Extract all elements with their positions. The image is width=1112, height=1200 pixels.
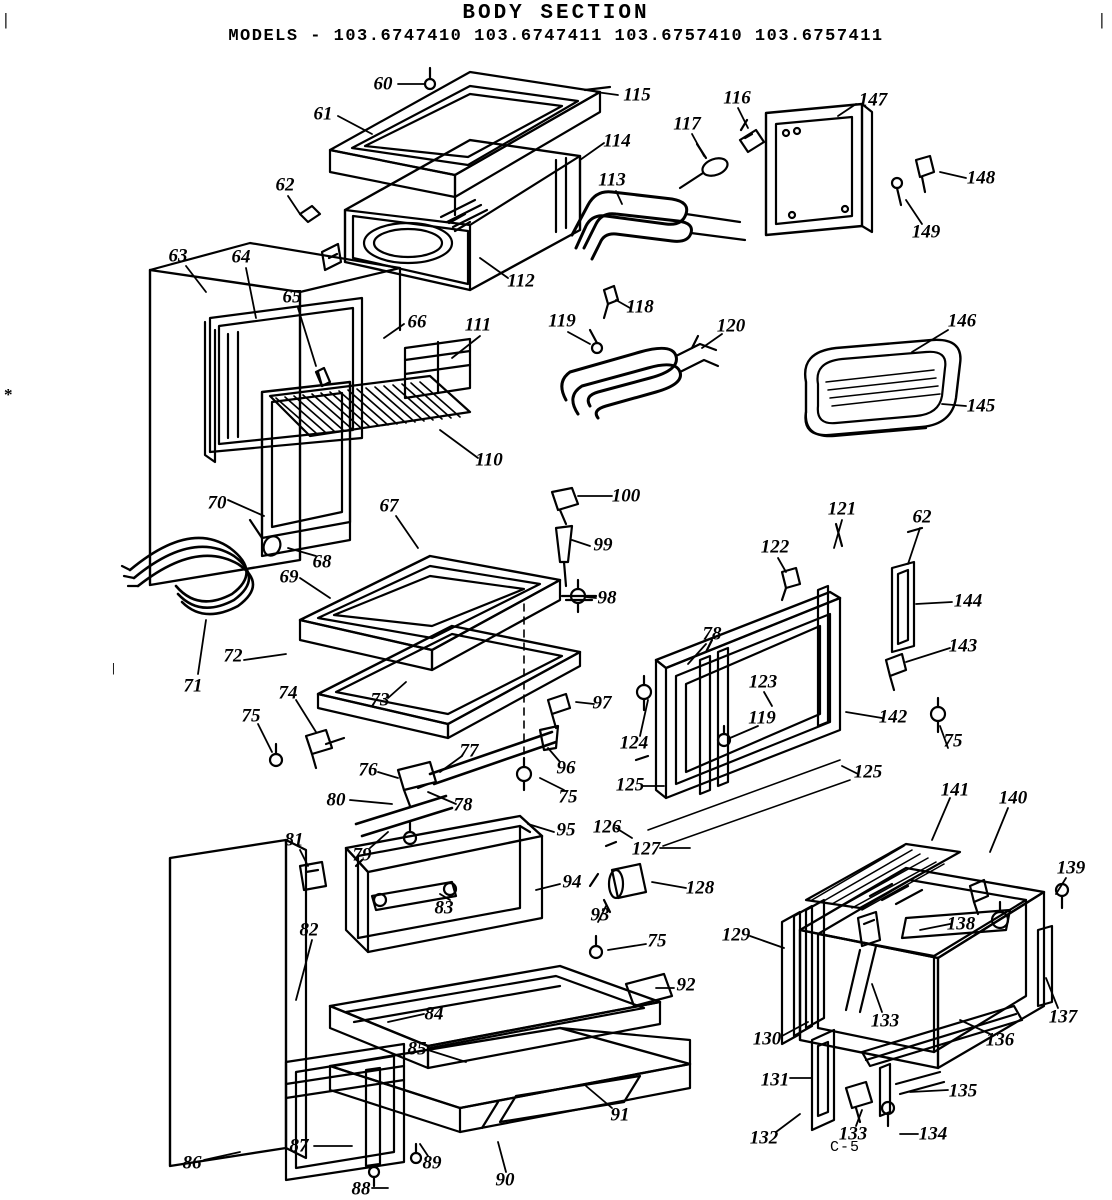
callout-number: 93: [590, 904, 610, 926]
callout-number: 145: [966, 395, 996, 417]
callout-number: 114: [603, 130, 631, 152]
callout-number: 110: [475, 449, 503, 471]
callout-number: 119: [748, 707, 776, 729]
callout-number: 69: [279, 566, 299, 588]
callout-number: 147: [858, 89, 888, 111]
callout-number: 79: [352, 844, 372, 866]
margin-tick: |: [112, 660, 115, 675]
left-edge-mark: *: [4, 385, 13, 404]
callout-number: 81: [284, 829, 304, 851]
callout-number: 96: [556, 757, 576, 779]
callout-number: 60: [373, 73, 393, 95]
callout-number: 139: [1056, 857, 1086, 879]
callout-number: 126: [592, 816, 622, 838]
page-title: BODY SECTION: [462, 2, 650, 25]
callout-number: 66: [407, 311, 427, 333]
callout-number: 97: [592, 692, 612, 714]
callout-number: 133: [870, 1010, 900, 1032]
callout-number: 146: [947, 310, 977, 332]
callout-number: 76: [358, 759, 378, 781]
callout-number: 86: [182, 1152, 202, 1174]
callout-number: 132: [749, 1127, 779, 1149]
callout-number: 70: [207, 492, 227, 514]
callout-number: 75: [647, 930, 667, 952]
callout-number: 73: [370, 689, 390, 711]
callout-number: 75: [241, 705, 261, 727]
callout-number: 67: [379, 495, 399, 517]
footer-page-code: C-5: [830, 1139, 861, 1156]
callout-number: 75: [943, 730, 963, 752]
callout-number: 72: [223, 645, 243, 667]
callout-number: 144: [953, 590, 983, 612]
callout-number: 115: [623, 84, 651, 106]
callout-number: 83: [434, 897, 454, 919]
callout-number: 127: [631, 838, 661, 860]
callout-number: 64: [231, 246, 251, 268]
callout-number: 119: [548, 310, 576, 332]
callout-number: 138: [946, 913, 976, 935]
callout-number: 148: [966, 167, 996, 189]
callout-number: 80: [326, 789, 346, 811]
callout-number: 129: [721, 924, 751, 946]
callout-number: 149: [911, 221, 941, 243]
callout-number: 142: [878, 706, 908, 728]
callout-number: 85: [407, 1038, 427, 1060]
callout-number: 75: [558, 786, 578, 808]
right-edge-mark: |: [1100, 10, 1104, 29]
callout-number: 100: [611, 485, 641, 507]
callout-number: 65: [282, 286, 302, 308]
callout-number: 91: [610, 1104, 630, 1126]
callout-number: 68: [312, 551, 332, 573]
callout-number: 77: [459, 740, 479, 762]
callout-number: 71: [183, 675, 203, 697]
callout-number: 88: [351, 1178, 371, 1200]
callout-number: 84: [424, 1003, 444, 1025]
callout-number: 63: [168, 245, 188, 267]
callout-number: 62: [275, 174, 295, 196]
callout-number: 82: [299, 919, 319, 941]
callout-number: 124: [619, 732, 649, 754]
models-line: MODELS - 103.6747410 103.6747411 103.6757410 103.6757411: [228, 27, 884, 46]
callout-number: 99: [593, 534, 613, 556]
callout-number: 120: [716, 315, 746, 337]
callout-number: 123: [748, 671, 778, 693]
callout-number: 113: [598, 169, 626, 191]
callout-number: 61: [313, 103, 333, 125]
callout-number: 92: [676, 974, 696, 996]
callout-number: 98: [597, 587, 617, 609]
right-edge-mark-top: |: [4, 10, 8, 29]
callout-number: 94: [562, 871, 582, 893]
callout-number: 78: [453, 794, 473, 816]
callout-number: 136: [985, 1029, 1015, 1051]
callout-number: 125: [853, 761, 883, 783]
callout-number: 111: [464, 314, 492, 336]
callout-number: 95: [556, 819, 576, 841]
callout-number: 135: [948, 1080, 978, 1102]
callout-number: 90: [495, 1169, 515, 1191]
callout-number: 141: [940, 779, 970, 801]
callout-number: 89: [422, 1152, 442, 1174]
callout-number: 62: [912, 506, 932, 528]
callout-number: 143: [948, 635, 978, 657]
callout-number: 112: [507, 270, 535, 292]
callout-number: 133: [838, 1123, 868, 1145]
callout-number: 87: [289, 1135, 309, 1157]
callout-number: 134: [918, 1123, 948, 1145]
callout-number: 78: [702, 623, 722, 645]
callout-number: 122: [760, 536, 790, 558]
callout-number: 137: [1048, 1006, 1078, 1028]
callout-number: 130: [752, 1028, 782, 1050]
callout-number: 140: [998, 787, 1028, 809]
callout-number: 128: [685, 877, 715, 899]
callout-number: 116: [723, 87, 751, 109]
callout-number: 74: [278, 682, 298, 704]
callout-number: 117: [673, 113, 701, 135]
callout-number: 118: [626, 296, 654, 318]
callout-number: 131: [760, 1069, 790, 1091]
callout-number: 121: [827, 498, 857, 520]
callout-number: 125: [615, 774, 645, 796]
